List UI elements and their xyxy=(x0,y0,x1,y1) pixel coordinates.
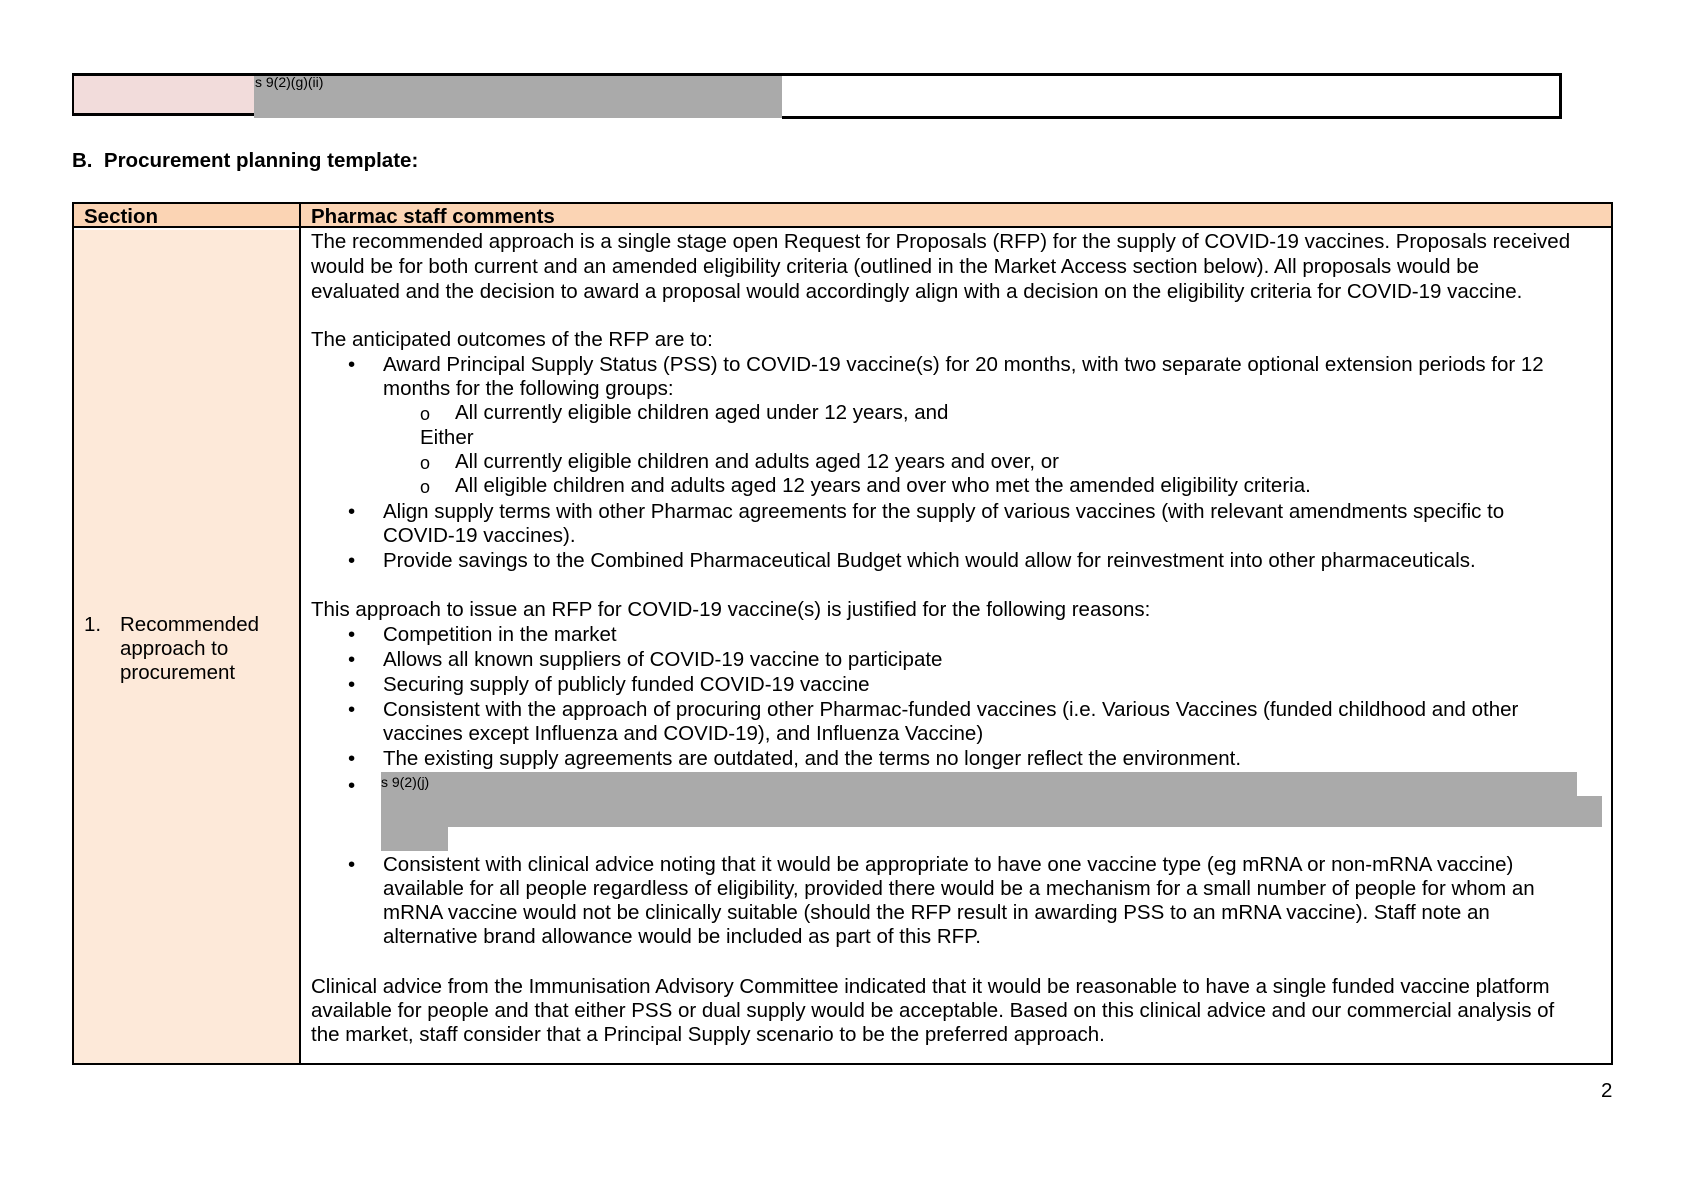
top-table-left-cell xyxy=(72,76,254,116)
reason-line: Allows all known suppliers of COVID-19 vaccine to participate xyxy=(383,648,943,671)
bullet-icon: • xyxy=(348,500,356,523)
reason-line: Consistent with the approach of procuring other Pharmac-funded vaccines (i.e. Various Vaccines (funded childhood and other xyxy=(383,698,1519,721)
header-row xyxy=(74,204,1611,228)
intro-line: The recommended approach is a single stage open Request for Proposals (RFP) for the supply of COVID-19 vaccines. Proposals received xyxy=(311,230,1571,253)
header-comments: Pharmac staff comments xyxy=(311,205,555,228)
reason-line: The existing supply agreements are outdated, and the terms no longer reflect the environment. xyxy=(383,747,1242,770)
section-number: 1. xyxy=(84,613,102,636)
section-label-line: Recommended xyxy=(120,613,260,636)
clinical-line: Consistent with clinical advice noting that it would be appropriate to have one vaccine type (eg mRNA or non-mRNA vaccine) xyxy=(383,853,1514,876)
outcome-line: COVID-19 vaccines). xyxy=(383,524,576,547)
outcome-line: Provide savings to the Combined Pharmaceutical Budget which would allow for reinvestment into other pharmaceuticals. xyxy=(383,549,1476,572)
redaction-block xyxy=(254,76,782,118)
bullet-icon: • xyxy=(348,673,356,696)
outcome-line: Award Principal Supply Status (PSS) to COVID-19 vaccine(s) for 20 months, with two separate optional extension periods for 12 xyxy=(383,353,1544,376)
intro-line: would be for both current and an amended eligibility criteria (outlined in the Market Access section below). All proposals would be xyxy=(311,255,1479,278)
redaction-block xyxy=(381,772,1577,796)
group-line: All currently eligible children aged under 12 years, and xyxy=(455,401,949,424)
bullet-icon: • xyxy=(348,648,356,671)
section-label-line: approach to xyxy=(120,637,229,660)
conclusion-line: Clinical advice from the Immunisation Advisory Committee indicated that it would be reasonable to have a single funded vaccine platform xyxy=(311,975,1550,998)
sub-bullet-icon: o xyxy=(420,477,431,497)
redaction-block xyxy=(381,827,448,851)
bullet-icon: • xyxy=(348,698,356,721)
section-label-line: procurement xyxy=(120,661,236,684)
bullet-icon: • xyxy=(348,747,356,770)
conclusion-line: available for people and that either PSS or dual supply would be acceptable. Based on this clinical advice and our commercial analysis of xyxy=(311,999,1555,1022)
group-line: All currently eligible children and adults aged 12 years and over, or xyxy=(455,450,1059,473)
bullet-icon: • xyxy=(348,549,356,572)
redaction-block xyxy=(381,796,1602,827)
reasons-heading: This approach to issue an RFP for COVID-19 vaccine(s) is justified for the following reasons: xyxy=(311,598,1151,621)
bullet-icon: • xyxy=(348,623,356,646)
reason-line: vaccines except Influenza and COVID-19), and Influenza Vaccine) xyxy=(383,722,984,745)
sub-bullet-icon: o xyxy=(420,453,431,473)
sub-bullet-icon: o xyxy=(420,404,431,424)
section-heading: B. Procurement planning template: xyxy=(72,149,419,172)
conclusion-line: the market, staff consider that a Principal Supply scenario to be the preferred approach. xyxy=(311,1023,1105,1046)
top-table-bottom-border xyxy=(782,116,1562,119)
outcome-line: months for the following groups: xyxy=(383,377,674,400)
bullet-icon: • xyxy=(348,353,356,376)
intro-line: evaluated and the decision to award a proposal would accordingly align with a decision on the eligibility criteria for COVID-19 vaccine. xyxy=(311,280,1523,303)
clinical-line: available for all people regardless of eligibility, provided there would be a mechanism for a small number of people for whom an xyxy=(383,877,1535,900)
reason-line: Securing supply of publicly funded COVID-19 vaccine xyxy=(383,673,870,696)
outcomes-heading: The anticipated outcomes of the RFP are to: xyxy=(311,328,713,351)
header-section: Section xyxy=(84,205,159,228)
outcome-line: Align supply terms with other Pharmac agreements for the supply of various vaccines (with relevant amendments specific to xyxy=(383,500,1505,523)
clinical-line: mRNA vaccine would not be clinically suitable (should the RFP result in awarding PSS to an mRNA vaccine). Staff note an xyxy=(383,901,1490,924)
bullet-icon: • xyxy=(348,853,356,876)
group-line: All eligible children and adults aged 12 years and over who met the amended eligibility criteria. xyxy=(455,474,1311,497)
redaction-label: s 9(2)(g)(ii) xyxy=(255,74,324,90)
bullet-icon: • xyxy=(348,774,356,797)
page-number: 2 xyxy=(1601,1079,1613,1102)
reason-line: Competition in the market xyxy=(383,623,617,646)
redaction-label: s 9(2)(j) xyxy=(381,774,430,790)
column-divider xyxy=(299,204,301,1063)
either-label: Either xyxy=(420,426,474,449)
clinical-line: alternative brand allowance would be included as part of this RFP. xyxy=(383,925,981,948)
